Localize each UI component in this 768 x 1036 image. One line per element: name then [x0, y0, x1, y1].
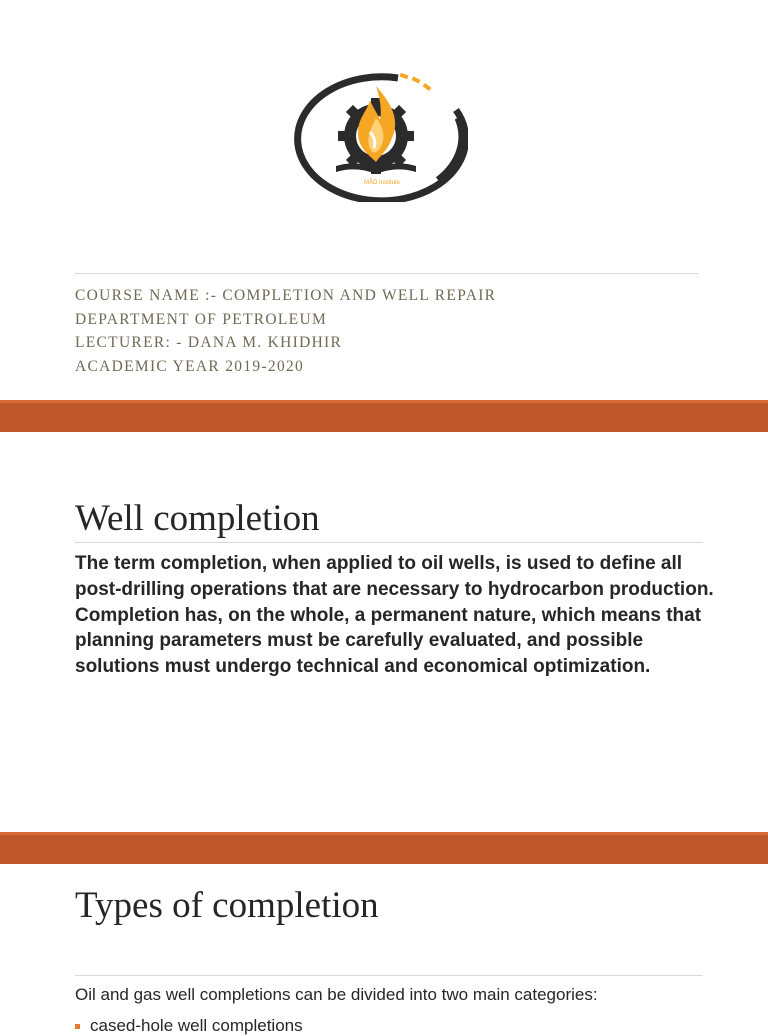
- slide-separator: [0, 832, 768, 864]
- list-item: [75, 1016, 303, 1036]
- department: DEPARTMENT OF PETROLEUM: [75, 310, 328, 328]
- slide-body-text: The term completion, when applied to oil wells, is used to define all post-drilling operations that are necessary to hydrocarbon production. Completion has, on the whole, a permanent nature, which means that planning parameters must be carefully evaluated, and possible solutions must undergo technical and economical optimization.: [75, 553, 714, 678]
- heading-divider: [75, 542, 703, 543]
- slide-intro-text: Oil and gas well completions can be divided into two main categories:: [75, 985, 598, 1004]
- heading-divider: [75, 975, 703, 976]
- title-slide: [0, 0, 768, 400]
- logo-text: MÂD Institute: [364, 180, 401, 186]
- slide-heading: Well completion: [75, 498, 320, 539]
- academic-year: ACADEMIC YEAR 2019-2020: [75, 357, 305, 375]
- title-divider: [75, 273, 698, 274]
- list-item-label: cased-hole well completions: [90, 1016, 303, 1035]
- institute-logo: [288, 70, 468, 202]
- course-name: COURSE NAME :- COMPLETION AND WELL REPAIR: [75, 287, 497, 304]
- lecturer: LECTURER: - DANA M. KHIDHIR: [75, 334, 343, 351]
- bullet-icon: [75, 1024, 80, 1029]
- slide-separator: [0, 400, 768, 432]
- slide-heading: Types of completion: [75, 885, 379, 926]
- course-info: [75, 284, 496, 378]
